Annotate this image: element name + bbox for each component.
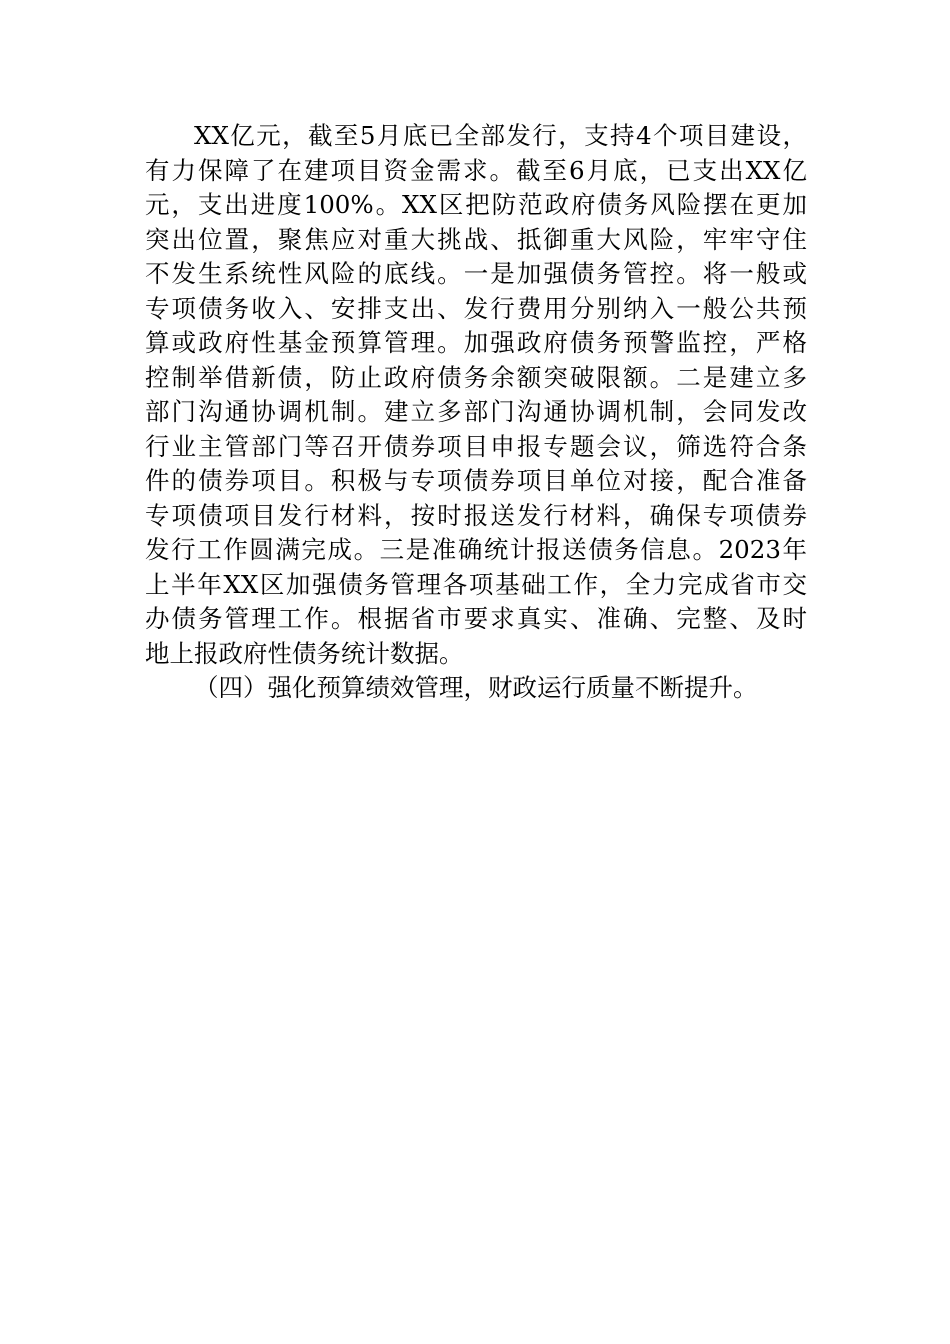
paragraph-line: 元，支出进度100%。XX区把防范政府债务风险摆在更加 <box>145 190 807 219</box>
paragraph-line: 有力保障了在建项目资金需求。截至6月底，已支出XX亿 <box>145 155 807 185</box>
paragraph-line: XX亿元，截至5月底已全部发行，支持4个项目建设， <box>194 121 807 150</box>
body-text <box>145 119 807 706</box>
paragraph-line: 件的债券项目。积极与专项债券项目单位对接，配合准备 <box>145 466 807 495</box>
paragraph-line: 行业主管部门等召开债券项目申报专题会议，筛选符合条 <box>145 431 807 461</box>
paragraph-line: 发行工作圆满完成。三是准确统计报送债务信息。2023年 <box>145 535 807 564</box>
paragraph-line: 部门沟通协调机制。建立多部门沟通协调机制，会同发改 <box>145 397 807 426</box>
paragraph-line: 地上报政府性债务统计数据。 <box>145 638 464 668</box>
paragraph-line: 算或政府性基金预算管理。加强政府债务预警监控，严格 <box>145 328 807 357</box>
paragraph-line: 控制举借新债，防止政府债务余额突破限额。二是建立多 <box>145 362 807 392</box>
paragraph-line: 专项债项目发行材料，按时报送发行材料，确保专项债券 <box>145 500 807 530</box>
paragraph-line: 办债务管理工作。根据省市要求真实、准确、完整、及时 <box>145 604 807 633</box>
paragraph-line: 专项债务收入、安排支出、发行费用分别纳入一般公共预 <box>145 293 807 323</box>
paragraph-line: 上半年XX区加强债务管理各项基础工作，全力完成省市交 <box>145 569 807 599</box>
paragraph-line: 突出位置，聚焦应对重大挑战、抵御重大风险，牢牢守住 <box>145 224 807 254</box>
section-heading: （四）强化预算绩效管理，财政运行质量不断提升。 <box>194 673 758 702</box>
paragraph-line: 不发生系统性风险的底线。一是加强债务管控。将一般或 <box>145 259 807 288</box>
